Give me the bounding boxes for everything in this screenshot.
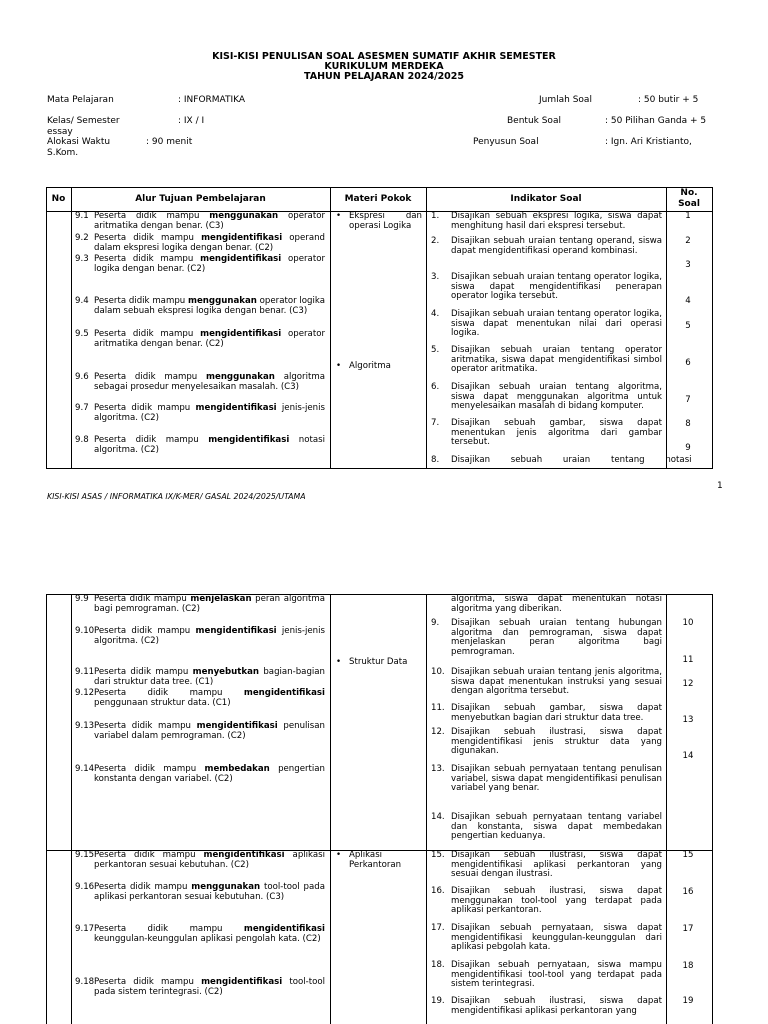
col-header-no: No xyxy=(51,194,66,204)
doc-title: KISI-KISI PENULISAN SOAL ASESMEN SUMATIF AKHIR SEMESTER xyxy=(212,51,556,62)
tp-item: 9.17 Peserta didik mampu mengidentifikasi keunggulan-keunggulan aplikasi pengolah kata. (C2) xyxy=(75,924,325,944)
mapel-value: : INFORMATIKA xyxy=(178,95,246,105)
materi-item: • Aplikasi Perkantoran xyxy=(336,850,402,870)
kelas-label: Kelas/ Semester xyxy=(47,116,120,126)
waktu-value: : 90 menit xyxy=(146,137,193,147)
tp-item: 9.1 Peserta didik mampu menggunakan operator aritmatika dengan benar. (C3) xyxy=(75,211,325,231)
soal-number: 8 xyxy=(685,419,691,429)
col-header-atp: Alur Tujuan Pembelajaran xyxy=(135,194,266,204)
jumlah-soal-label: Jumlah Soal xyxy=(539,95,592,105)
soal-number: 14 xyxy=(682,751,694,761)
penyusun-cont: S.Kom. xyxy=(47,148,79,158)
indikator-item: 17. Disajikan sebuah pernyataan, siswa dapat mengidentifikasi keunggulan-keunggulan dari aplikasi pebgolah kata. xyxy=(431,923,662,953)
soal-number: 7 xyxy=(685,395,691,405)
tp-item: 9.9 Peserta didik mampu menjelaskan peran algoritma bagi pemrograman. (C2) xyxy=(75,594,325,614)
bentuk-soal-value: : 50 Pilihan Ganda + 5 xyxy=(605,116,707,126)
tp-item: 9.7 Peserta didik mampu mengidentifikasi jenis-jenis algoritma. (C2) xyxy=(75,403,325,423)
penyusun-value: : Ign. Ari Kristianto, xyxy=(605,137,692,147)
penyusun-label: Penyusun Soal xyxy=(473,137,539,147)
soal-number: 17 xyxy=(682,924,694,934)
indikator-item: 16. Disajikan sebuah ilustrasi, siswa dapat menggunakan tool-tool yang terdapat pada aplikasi perkantoran. xyxy=(431,886,662,916)
soal-number: 13 xyxy=(682,715,694,725)
tp-item: 9.18 Peserta didik mampu mengidentifikasi tool-tool pada sistem terintegrasi. (C2) xyxy=(75,977,325,997)
jumlah-soal-value: : 50 butir + 5 xyxy=(638,95,699,105)
tp-item: 9.6 Peserta didik mampu menggunakan algoritma sebagai prosedur menyelesaikan masalah. (C3) xyxy=(75,372,325,392)
soal-number: 2 xyxy=(685,236,691,246)
indikator-item: 7. Disajikan sebuah gambar, siswa dapat menentukan jenis algoritma dari gambar tersebut. xyxy=(431,418,662,448)
waktu-label: Alokasi Waktu xyxy=(47,137,111,147)
indikator-item: 6. Disajikan sebuah uraian tentang algoritma, siswa dapat menggunakan algoritma untuk menyelesaikan masalah di bidang komputer. xyxy=(431,382,662,412)
soal-number: 10 xyxy=(682,618,694,628)
indikator-item: 3. Disajikan sebuah uraian tentang operator logika, siswa dapat mengidentifikasi penerapan operator logika tersebut. xyxy=(431,272,662,302)
bentuk-soal-cont: essay xyxy=(47,127,73,137)
indikator-item: 9. Disajikan sebuah uraian tentang hubungan algoritma dan pemrograman, siswa dapat menjelaskan peran algoritma bagi pemrograman. xyxy=(431,618,662,657)
col-header-nosoal-2: Soal xyxy=(678,199,700,209)
indikator-item: 5. Disajikan sebuah uraian tentang operator aritmatika, siswa dapat mengidentifikasi simbol operator aritmatika. xyxy=(431,345,662,375)
soal-number: 5 xyxy=(685,321,691,331)
tp-item: 9.4 Peserta didik mampu menggunakan operator logika dalam sebuah ekspresi logika dengan benar. (C3) xyxy=(75,296,325,316)
kelas-value: : IX / I xyxy=(178,116,205,126)
materi-item: • Struktur Data xyxy=(336,657,408,667)
tp-item: 9.5 Peserta didik mampu mengidentifikasi operator aritmatika dengan benar. (C2) xyxy=(75,329,325,349)
bentuk-soal-label: Bentuk Soal xyxy=(507,116,561,126)
tp-item: 9.13 Peserta didik mampu mengidentifikasi penulisan variabel dalam pemrograman. (C2) xyxy=(75,721,325,741)
col-header-materi: Materi Pokok xyxy=(344,194,412,204)
doc-subtitle-year: TAHUN PELAJARAN 2024/2025 xyxy=(303,71,465,82)
col-header-nosoal-1: No. xyxy=(680,188,698,198)
tp-item: 9.2 Peserta didik mampu mengidentifikasi operand dalam ekspresi logika dengan benar. (C2) xyxy=(75,233,325,253)
indikator-item: 11. Disajikan sebuah gambar, siswa dapat menyebutkan bagian dari struktur data tree. xyxy=(431,703,662,723)
mapel-label: Mata Pelajaran xyxy=(47,95,114,105)
soal-number: 9 xyxy=(685,443,691,453)
col-header-indikator: Indikator Soal xyxy=(510,194,582,204)
soal-number: 18 xyxy=(682,961,694,971)
indikator-item: 12. Disajikan sebuah ilustrasi, siswa dapat mengidentifikasi jenis struktur data yang digunakan. xyxy=(431,727,662,757)
tp-item: 9.3 Peserta didik mampu mengidentifikasi operator logika dengan benar. (C2) xyxy=(75,254,325,274)
tp-item: 9.14 Peserta didik mampu membedakan pengertian konstanta dengan variabel. (C2) xyxy=(75,764,325,784)
materi-item: • Ekspresi dan operasi Logika xyxy=(336,211,422,231)
indikator-item: 18. Disajikan sebuah pernyataan, siswa mampu mengidentifikasi tool-tool yang terdapat pada sistem terintegrasi. xyxy=(431,960,662,990)
indikator-item: 13. Disajikan sebuah pernyataan tentang penulisan variabel, siswa dapat mengidentifikasi penulisan variabel yang benar. xyxy=(431,764,662,794)
soal-number: 6 xyxy=(685,358,691,368)
indikator-item: 15. Disajikan sebuah ilustrasi, siswa dapat mengidentifikasi aplikasi perkantoran yang sesuai dengan ilustrasi. xyxy=(431,850,662,880)
indikator-item: 14. Disajikan sebuah pernyataan tentang variabel dan konstanta, siswa dapat membedakan pengertian keduanya. xyxy=(431,812,662,842)
soal-number: 3 xyxy=(685,260,691,270)
soal-number: 12 xyxy=(682,679,694,689)
tp-item: 9.8 Peserta didik mampu mengidentifikasi notasi algoritma. (C2) xyxy=(75,435,326,455)
page-number: 1 xyxy=(717,481,723,491)
indikator-item-continued: algoritma, siswa dapat menentukan notasi algoritma yang diberikan. xyxy=(451,594,662,614)
soal-number: 16 xyxy=(682,887,694,897)
soal-number: 11 xyxy=(682,655,694,665)
indikator-item: 8. Disajikan sebuah uraian tentang notasi xyxy=(431,455,692,465)
indikator-item: 19. Disajikan sebuah ilustrasi, siswa dapat mengidentifikasi aplikasi perkantoran yang xyxy=(431,996,662,1016)
tp-item: 9.15 Peserta didik mampu mengidentifikasi aplikasi perkantoran sesuai kebutuhan. (C2) xyxy=(75,850,326,870)
tp-item: 9.12 Peserta didik mampu mengidentifikasi penggunaan struktur data. (C1) xyxy=(75,688,325,708)
soal-number: 1 xyxy=(685,211,691,221)
doc-subtitle-curriculum: KURIKULUM MERDEKA xyxy=(324,61,444,72)
page-footer: KISI-KISI ASAS / INFORMATIKA IX/K-MER/ GASAL 2024/2025/UTAMA xyxy=(47,492,306,501)
indikator-item: 10. Disajikan sebuah uraian tentang jenis algoritma, siswa dapat menentukan instruksi yang sesuai dengan algoritma tersebut. xyxy=(431,667,662,697)
indikator-item: 4. Disajikan sebuah uraian tentang operator logika, siswa dapat menentukan nilai dari operasi logika. xyxy=(431,309,662,339)
soal-number: 19 xyxy=(682,996,694,1006)
soal-number: 4 xyxy=(685,296,691,306)
indikator-item: 1. Disajikan sebuah ekspresi logika, siswa dapat menghitung hasil dari ekspresi tersebut. xyxy=(431,211,662,231)
tp-item: 9.16 Peserta didik mampu menggunakan tool-tool pada aplikasi perkantoran sesuai kebutuhan. (C3) xyxy=(75,882,325,902)
tp-item: 9.11 Peserta didik mampu menyebutkan bagian-bagian dari struktur data tree. (C1) xyxy=(75,667,325,687)
materi-item: • Algoritma xyxy=(336,361,391,371)
soal-number: 15 xyxy=(682,850,694,860)
indikator-item: 2. Disajikan sebuah uraian tentang operand, siswa dapat mengidentifikasi operand kombinasi. xyxy=(431,236,662,256)
tp-item: 9.10 Peserta didik mampu mengidentifikasi jenis-jenis algoritma. (C2) xyxy=(75,626,325,646)
